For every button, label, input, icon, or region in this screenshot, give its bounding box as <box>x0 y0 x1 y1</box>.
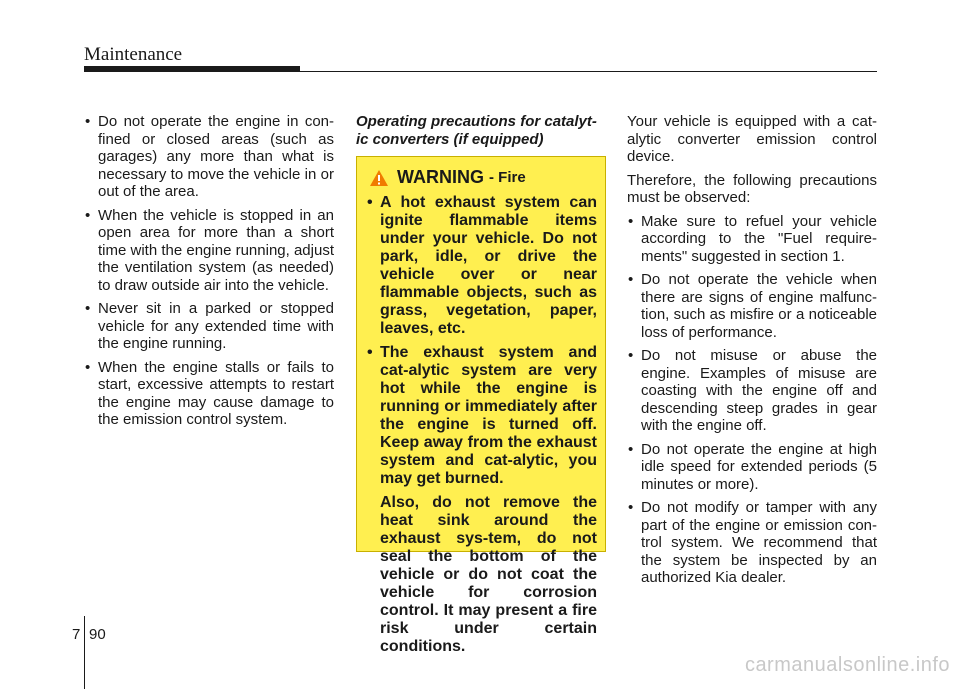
page-header-title: Maintenance <box>84 44 183 65</box>
footer-divider <box>84 616 85 689</box>
warning-box <box>356 156 606 655</box>
list-item: • A hot exhaust system can ignite flammable items under your vehicle. Do not park, idle, or drive the vehicle over or near flammable objects, such as grass, vegetation, paper, leaves, etc. <box>366 194 597 338</box>
list-item: • When the vehicle is stopped in an open area for more than a short time with the engine running, adjust the ventilation system (as needed) to draw outside air into the vehicle. <box>84 207 334 295</box>
list-item: • Do not misuse or abuse the engine. Examples of misuse are coasting with the engine off and descending steep grades in gear with the engine off. <box>627 347 877 435</box>
list-item: • Make sure to refuel your vehicle according to the "Fuel require-ments" suggested in section 1. <box>627 213 877 266</box>
list-item: • Never sit in a parked or stopped vehicle for any extended time with the engine running. <box>84 300 334 353</box>
list-item: • Do not operate the engine in con-fined or closed areas (such as garages) any more than what is necessary to move the vehicle in or out of the area. <box>84 113 334 201</box>
section-heading: Operating precautions for catalyt-ic converters (if equipped) <box>356 113 597 148</box>
warning-subtitle: - Fire <box>489 169 526 186</box>
warning-triangle-icon <box>369 169 389 187</box>
list-item: • When the engine stalls or fails to start, excessive attempts to restart the engine may cause damage to the emission control system. <box>84 359 334 429</box>
engine-precautions-list <box>84 113 334 429</box>
warning-label: WARNING <box>397 167 484 187</box>
list-item: • Do not modify or tamper with any part of the engine or emission con-trol system. We recommend that the system be inspected by an authorized Kia dealer. <box>627 499 877 587</box>
intro-paragraph: Therefore, the following precautions must be observed: <box>627 171 877 206</box>
warning-list <box>366 194 597 488</box>
watermark: carmanualsonline.info <box>744 654 950 676</box>
warning-continuation: Also, do not remove the heat sink around the exhaust sys-tem, do not seal the bottom of the vehicle or do not coat the vehicle for corrosion control. It may present a fire risk under certain conditions. <box>380 494 597 655</box>
list-item: • Do not operate the engine at high idle speed for extended periods (5 minutes or more). <box>627 441 877 494</box>
chapter-number: 7 <box>72 626 81 643</box>
converter-precautions-list <box>627 213 877 587</box>
list-item: • The exhaust system and cat-alytic system are very hot while the engine is running or immediately after the engine is turned off. Keep away from the exhaust system and cat-alytic, you may get burned. <box>366 344 597 488</box>
header-rule-thin <box>300 71 877 72</box>
page-number: 90 <box>89 626 106 643</box>
column-right <box>627 113 877 593</box>
header-rule-thick <box>84 66 300 72</box>
intro-paragraph: Your vehicle is equipped with a cat-alytic converter emission control device. <box>627 113 877 165</box>
warning-header <box>366 167 597 188</box>
list-item: • Do not operate the vehicle when there are signs of engine malfunc-tion, such as misfire or a noticeable loss of performance. <box>627 271 877 341</box>
column-left <box>84 113 334 435</box>
column-middle <box>356 113 606 148</box>
